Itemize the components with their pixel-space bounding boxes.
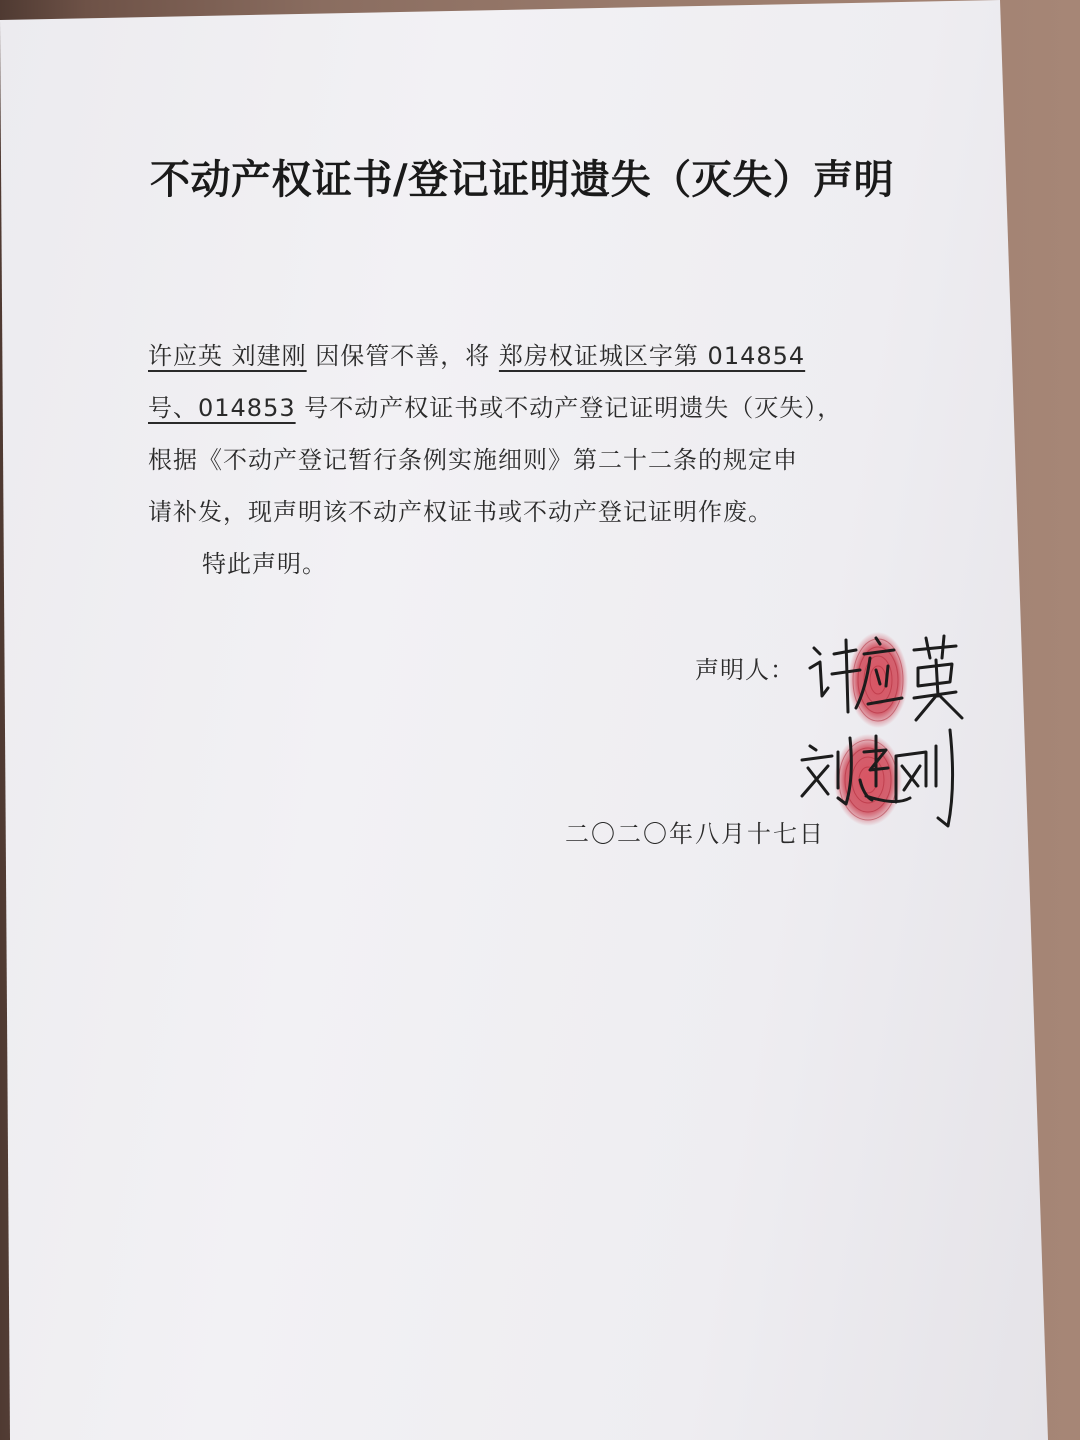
declarant-label: 声明人： xyxy=(695,656,795,684)
body-line-2 xyxy=(148,382,868,434)
closing-statement: 特此声明。 xyxy=(202,550,327,578)
body-line-1 xyxy=(148,330,868,382)
body-line-4: 请补发，现声明该不动产权证书或不动产登记证明作废。 xyxy=(148,498,773,526)
body-line-2-rest: 号不动产权证书或不动产登记证明遗失（灭失）， xyxy=(304,394,843,422)
declarant-names: 许应英 刘建刚 xyxy=(148,342,307,370)
body-line-3: 根据《不动产登记暂行条例实施细则》第二十二条的规定申 xyxy=(148,446,798,474)
reason-text: 因保管不善，将 xyxy=(315,342,491,370)
certificate-number-1: 郑房权证城区字第 014854 xyxy=(498,342,806,370)
fingerprint-bottom xyxy=(834,734,902,826)
certificate-number-2: 号、014853 xyxy=(148,394,296,422)
declaration-date: 二〇二〇年八月十七日 xyxy=(565,820,825,848)
document-title: 不动产权证书/登记证明遗失（灭失）声明 xyxy=(150,156,895,203)
declaration-body xyxy=(148,330,868,590)
